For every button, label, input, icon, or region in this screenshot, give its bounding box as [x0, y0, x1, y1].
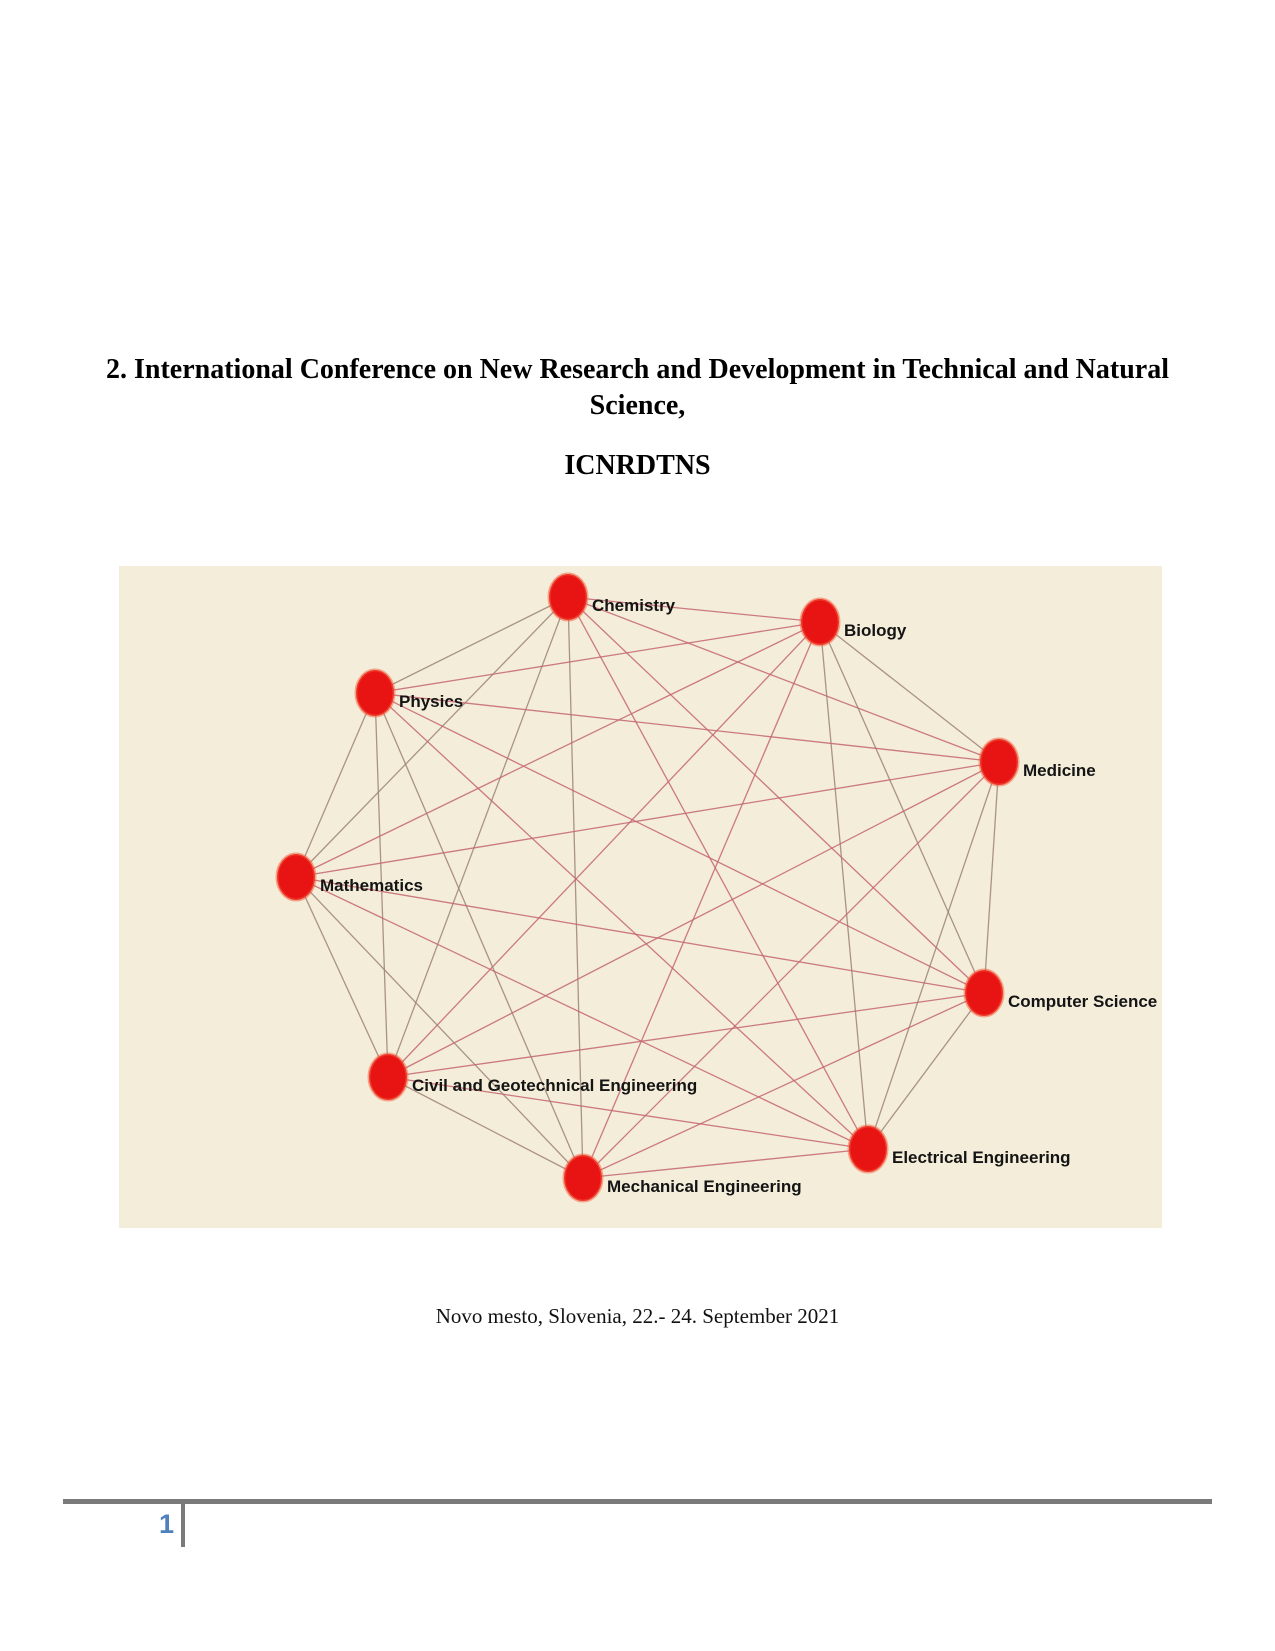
- edge-mathematics--mechanical-engineering: [296, 877, 583, 1178]
- edge-biology--computer-science: [820, 622, 984, 993]
- node-mechanical-engineering: [564, 1155, 602, 1201]
- edge-medicine--computer-science: [984, 762, 999, 993]
- edge-chemistry--electrical-engineering: [568, 597, 868, 1149]
- node-chemistry: [549, 574, 587, 620]
- node-label-biology: Biology: [844, 621, 907, 640]
- node-label-physics: Physics: [399, 692, 464, 711]
- node-label-chemistry: Chemistry: [592, 596, 676, 615]
- node-label-medicine: Medicine: [1023, 761, 1096, 780]
- footer-divider: [181, 1502, 185, 1547]
- conference-title-line1: 2. International Conference on New Research and Development in Technical and Natural: [106, 354, 1169, 385]
- page-number: 1: [158, 1509, 174, 1539]
- date-line: Novo mesto, Slovenia, 22.- 24. September 2021: [435, 1304, 840, 1328]
- edge-medicine--mathematics: [296, 762, 999, 877]
- edge-mathematics--civil-geotechnical-engineering: [296, 877, 388, 1077]
- edge-biology--civil-geotechnical-engineering: [388, 622, 820, 1077]
- node-label-computer-science: Computer Science: [1008, 992, 1158, 1011]
- node-electrical-engineering: [849, 1126, 887, 1172]
- edge-biology--medicine: [820, 622, 999, 762]
- edge-physics--mathematics: [296, 693, 375, 877]
- edge-chemistry--mathematics: [296, 597, 568, 877]
- edge-biology--mathematics: [296, 622, 820, 877]
- edge-computer-science--electrical-engineering: [868, 993, 984, 1149]
- conference-acronym: ICNRDTNS: [564, 450, 711, 481]
- edge-computer-science--civil-geotechnical-engineering: [388, 993, 984, 1077]
- node-medicine: [980, 739, 1018, 785]
- edge-biology--electrical-engineering: [820, 622, 868, 1149]
- network-diagram-svg: [119, 566, 1162, 1228]
- node-biology: [801, 599, 839, 645]
- footer-rule: [63, 1499, 1212, 1504]
- edge-chemistry--physics: [375, 597, 568, 693]
- node-label-mathematics: Mathematics: [320, 876, 423, 895]
- edge-physics--mechanical-engineering: [375, 693, 583, 1178]
- network-diagram: [119, 566, 1162, 1228]
- node-label-electrical-engineering: Electrical Engineering: [892, 1148, 1071, 1167]
- node-computer-science: [965, 970, 1003, 1016]
- node-label-civil-geotechnical-engineering: Civil and Geotechnical Engineering: [412, 1076, 698, 1095]
- edge-biology--physics: [375, 622, 820, 693]
- node-physics: [356, 670, 394, 716]
- node-civil-geotechnical-engineering: [369, 1054, 407, 1100]
- conference-title: [40, 352, 1235, 424]
- node-label-mechanical-engineering: Mechanical Engineering: [607, 1177, 802, 1196]
- edge-chemistry--medicine: [568, 597, 999, 762]
- edge-mathematics--electrical-engineering: [296, 877, 868, 1149]
- conference-title-line2: Science,: [589, 390, 686, 421]
- edge-physics--computer-science: [375, 693, 984, 993]
- edge-electrical-engineering--mechanical-engineering: [583, 1149, 868, 1178]
- node-mathematics: [277, 854, 315, 900]
- edge-physics--medicine: [375, 693, 999, 762]
